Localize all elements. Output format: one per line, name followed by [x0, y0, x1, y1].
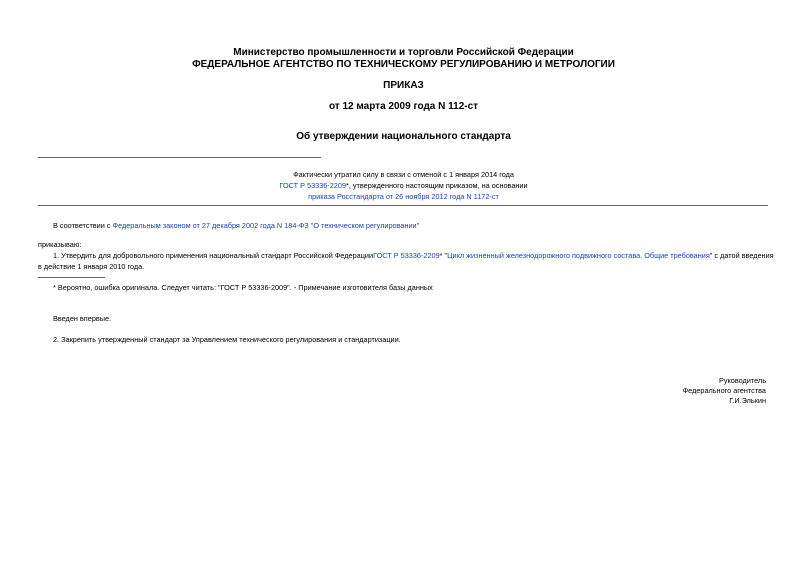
status-note-line2-text: *, утвержденного настоящим приказом, на основании — [346, 181, 528, 190]
document-type: ПРИКАЗ — [383, 80, 424, 91]
introduced-note: Введен впервые. — [53, 314, 112, 323]
signature-position2: Федерального агентства — [682, 386, 766, 395]
footnote-divider — [38, 277, 105, 278]
footnote: * Вероятно, ошибка оригинала. Следует читать: "ГОСТ Р 53336-2009". - Примечание изготовителя базы данных — [53, 283, 433, 292]
status-note-line3 — [0, 192, 807, 201]
item1-standard-title-link[interactable]: Цикл жизненный железнодорожного подвижного состава. Общие требования — [447, 251, 710, 260]
federal-law-link[interactable]: Федеральным законом от 27 декабря 2002 года N 184-ФЗ "О техническом регулировании" — [112, 221, 420, 230]
rosstandart-order-link[interactable]: приказа Росстандарта от 26 ноября 2012 года N 1172-ст — [308, 192, 499, 201]
status-note-line2 — [0, 181, 807, 190]
status-note-line1: Фактически утратил силу в связи с отменой с 1 января 2014 года — [293, 170, 514, 179]
ministry-title: Министерство промышленности и торговли Российской Федерации — [233, 47, 574, 58]
item1-line1 — [53, 251, 774, 260]
divider-short — [38, 157, 321, 158]
item1-text: 1. Утвердить для добровольного применения национальный стандарт Российской Федерации — [53, 251, 374, 260]
status-gost-link[interactable]: ГОСТ Р 53336-2209 — [279, 181, 346, 190]
item1-line2: в действие 1 января 2010 года. — [38, 262, 145, 271]
item2: 2. Закрепить утвержденный стандарт за Управлением технического регулирования и стандартизации. — [53, 335, 401, 344]
item1-end: " с датой введения — [709, 251, 774, 260]
item1-gost-link[interactable]: ГОСТ Р 53336-2209 — [373, 251, 440, 260]
document-date-number: от 12 марта 2009 года N 112-ст — [328, 101, 479, 112]
agency-title: ФЕДЕРАЛЬНОЕ АГЕНТСТВО ПО ТЕХНИЧЕСКОМУ РЕГУЛИРОВАНИЮ И МЕТРОЛОГИИ — [192, 59, 615, 70]
intro-paragraph — [53, 221, 419, 230]
divider-full — [38, 205, 768, 206]
signature-position1: Руководитель — [718, 376, 766, 385]
signature-name: Г.И.Элькин — [729, 396, 766, 405]
document-subject: Об утверждении национального стандарта — [296, 131, 511, 142]
order-word: приказываю: — [38, 240, 82, 249]
item1-mid: * " — [439, 251, 448, 260]
intro-prefix: В соответствии с — [53, 221, 113, 230]
